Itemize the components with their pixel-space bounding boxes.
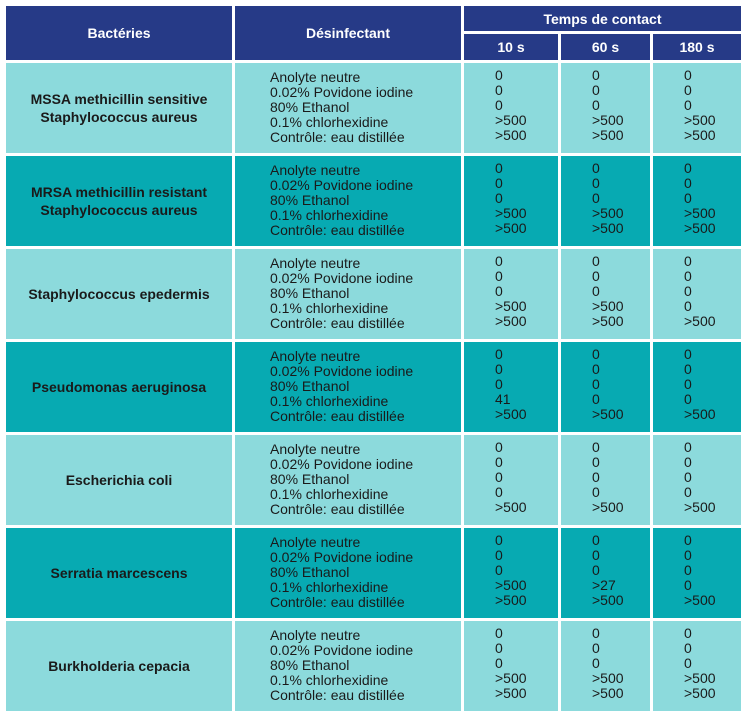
- value: 0: [684, 160, 692, 176]
- value: 0: [684, 640, 692, 656]
- value-cell-t10: [464, 435, 558, 525]
- value: 0: [684, 97, 692, 113]
- value: 0: [495, 625, 503, 641]
- disinfectant-item: 80% Ethanol: [270, 192, 350, 208]
- disinfectant-item: Anolyte neutre: [270, 348, 361, 364]
- disinfectant-item: 80% Ethanol: [270, 564, 350, 580]
- bacteria-name: Escherichia coli: [6, 435, 232, 525]
- value: >500: [495, 670, 527, 686]
- value: 0: [684, 82, 692, 98]
- value-cell-t180: [653, 621, 741, 711]
- disinfectant-item: 0.1% chlorhexidine: [270, 579, 389, 595]
- disinfectant-item: Contrôle: eau distillée: [270, 687, 405, 703]
- value: >500: [495, 127, 527, 143]
- header-time-10s: 10 s: [464, 34, 558, 60]
- disinfectant-item: Contrôle: eau distillée: [270, 129, 405, 145]
- value: 0: [495, 283, 503, 299]
- value: >500: [495, 112, 527, 128]
- disinfectant-item: Anolyte neutre: [270, 534, 361, 550]
- value: 0: [684, 253, 692, 269]
- value-cell-t180: [653, 528, 741, 618]
- value: 0: [684, 391, 692, 407]
- value-cell-t180: [653, 63, 741, 153]
- value: 0: [592, 469, 600, 485]
- value: >500: [592, 205, 624, 221]
- header-time-60s: 60 s: [561, 34, 650, 60]
- value: >500: [495, 685, 527, 701]
- value: 0: [495, 532, 503, 548]
- value: 0: [495, 160, 503, 176]
- value: >500: [684, 406, 716, 422]
- value-cell-t60: [561, 528, 650, 618]
- disinfectant-item: 0.1% chlorhexidine: [270, 300, 389, 316]
- value: 0: [495, 361, 503, 377]
- disinfectant-item: Contrôle: eau distillée: [270, 315, 405, 331]
- value: 0: [684, 175, 692, 191]
- value-cell-t60: [561, 63, 650, 153]
- disinfectant-item: Anolyte neutre: [270, 441, 361, 457]
- disinfectant-item: 80% Ethanol: [270, 378, 350, 394]
- value: 0: [684, 655, 692, 671]
- value-cell-t10: [464, 621, 558, 711]
- value-cell-t60: [561, 621, 650, 711]
- value: >500: [495, 499, 527, 515]
- value: 0: [495, 655, 503, 671]
- value: 0: [495, 640, 503, 656]
- bacteria-name: Pseudomonas aeruginosa: [6, 342, 232, 432]
- value: 0: [684, 532, 692, 548]
- value: 0: [495, 547, 503, 563]
- disinfectant-item: 80% Ethanol: [270, 285, 350, 301]
- value: >500: [592, 670, 624, 686]
- value: 0: [592, 532, 600, 548]
- value: 0: [495, 376, 503, 392]
- disinfectant-item: 0.02% Povidone iodine: [270, 549, 414, 565]
- value: 0: [495, 175, 503, 191]
- value-cell-t180: [653, 342, 741, 432]
- value: 0: [592, 454, 600, 470]
- value: >500: [592, 685, 624, 701]
- value: >500: [592, 313, 624, 329]
- value: >500: [592, 220, 624, 236]
- value: >500: [684, 112, 716, 128]
- disinfectant-item: Contrôle: eau distillée: [270, 594, 405, 610]
- value: 0: [592, 268, 600, 284]
- value: >500: [592, 406, 624, 422]
- value: >500: [592, 127, 624, 143]
- disinfectant-item: 0.1% chlorhexidine: [270, 114, 389, 130]
- disinfectant-item: Anolyte neutre: [270, 69, 361, 85]
- bacteria-name: Burkholderia cepacia: [6, 621, 232, 711]
- disinfectant-list: [235, 621, 461, 711]
- value: 0: [592, 67, 600, 83]
- value: >27: [592, 577, 616, 593]
- value: 0: [592, 625, 600, 641]
- value: >500: [684, 685, 716, 701]
- bacteria-name: Staphylococcus epedermis: [6, 249, 232, 339]
- value: 0: [684, 547, 692, 563]
- value: 0: [684, 283, 692, 299]
- disinfectant-item: 80% Ethanol: [270, 99, 350, 115]
- value-cell-t60: [561, 342, 650, 432]
- disinfectant-list: [235, 342, 461, 432]
- disinfectant-item: Contrôle: eau distillée: [270, 408, 405, 424]
- value: 0: [684, 67, 692, 83]
- value: >500: [592, 592, 624, 608]
- value: >500: [495, 577, 527, 593]
- disinfectant-item: 80% Ethanol: [270, 471, 350, 487]
- value: 0: [495, 82, 503, 98]
- value: 0: [684, 439, 692, 455]
- disinfectant-item: 0.02% Povidone iodine: [270, 270, 414, 286]
- value-cell-t180: [653, 249, 741, 339]
- value: 0: [495, 67, 503, 83]
- value: 0: [684, 361, 692, 377]
- value-cell-t60: [561, 249, 650, 339]
- value: 0: [592, 175, 600, 191]
- results-table: [6, 6, 741, 708]
- value-cell-t10: [464, 342, 558, 432]
- value: >500: [495, 592, 527, 608]
- value: >500: [684, 127, 716, 143]
- value: 0: [495, 439, 503, 455]
- value-cell-t180: [653, 435, 741, 525]
- value: 0: [684, 625, 692, 641]
- value: 0: [684, 577, 692, 593]
- value: >500: [592, 112, 624, 128]
- value: 0: [495, 97, 503, 113]
- value: 0: [495, 484, 503, 500]
- disinfectant-list: [235, 156, 461, 246]
- disinfectant-item: 0.1% chlorhexidine: [270, 486, 389, 502]
- value: >500: [684, 205, 716, 221]
- disinfectant-item: Anolyte neutre: [270, 162, 361, 178]
- value: >500: [592, 499, 624, 515]
- value: 0: [684, 298, 692, 314]
- value-cell-t10: [464, 528, 558, 618]
- disinfectant-item: 0.02% Povidone iodine: [270, 363, 414, 379]
- value: 0: [684, 562, 692, 578]
- value: 0: [592, 391, 600, 407]
- value-cell-t60: [561, 156, 650, 246]
- value: 0: [592, 439, 600, 455]
- value: >500: [684, 670, 716, 686]
- value: 0: [592, 190, 600, 206]
- value-cell-t10: [464, 156, 558, 246]
- value: 0: [592, 562, 600, 578]
- value: 0: [684, 268, 692, 284]
- value: 0: [592, 484, 600, 500]
- disinfectant-item: Anolyte neutre: [270, 627, 361, 643]
- bacteria-name: MSSA methicillin sensitive Staphylococcus aureus: [6, 63, 232, 153]
- disinfectant-list: [235, 249, 461, 339]
- disinfectant-item: 0.1% chlorhexidine: [270, 393, 389, 409]
- value: 0: [495, 346, 503, 362]
- value: 0: [592, 376, 600, 392]
- value: >500: [684, 313, 716, 329]
- value: 0: [592, 361, 600, 377]
- value: 0: [684, 346, 692, 362]
- value: >500: [495, 406, 527, 422]
- header-contact-time: Temps de contact: [464, 6, 741, 31]
- bacteria-name: MRSA methicillin resistant Staphylococcus aureus: [6, 156, 232, 246]
- disinfectant-item: 0.02% Povidone iodine: [270, 456, 414, 472]
- disinfectant-item: 0.1% chlorhexidine: [270, 672, 389, 688]
- value: 0: [684, 376, 692, 392]
- disinfectant-item: 80% Ethanol: [270, 657, 350, 673]
- disinfectant-item: 0.1% chlorhexidine: [270, 207, 389, 223]
- header-time-180s: 180 s: [653, 34, 741, 60]
- disinfectant-item: Contrôle: eau distillée: [270, 222, 405, 238]
- value-cell-t10: [464, 63, 558, 153]
- value: >500: [592, 298, 624, 314]
- value: 0: [592, 253, 600, 269]
- value: >500: [495, 220, 527, 236]
- value: >500: [684, 592, 716, 608]
- value: 0: [592, 640, 600, 656]
- disinfectant-list: [235, 528, 461, 618]
- value: 0: [592, 346, 600, 362]
- value: >500: [684, 220, 716, 236]
- disinfectant-item: Anolyte neutre: [270, 255, 361, 271]
- value: 41: [495, 391, 511, 407]
- disinfectant-list: [235, 63, 461, 153]
- value: 0: [592, 160, 600, 176]
- value: >500: [495, 205, 527, 221]
- value: 0: [592, 655, 600, 671]
- value-cell-t60: [561, 435, 650, 525]
- value: 0: [592, 283, 600, 299]
- bacteria-name: Serratia marcescens: [6, 528, 232, 618]
- value: 0: [684, 469, 692, 485]
- value: 0: [495, 469, 503, 485]
- disinfectant-item: 0.02% Povidone iodine: [270, 84, 414, 100]
- value: 0: [684, 190, 692, 206]
- value-cell-t10: [464, 249, 558, 339]
- value: >500: [495, 298, 527, 314]
- value-cell-t180: [653, 156, 741, 246]
- value: 0: [684, 484, 692, 500]
- value: 0: [495, 268, 503, 284]
- disinfectant-item: 0.02% Povidone iodine: [270, 642, 414, 658]
- value: >500: [684, 499, 716, 515]
- header-bacteria: Bactéries: [6, 6, 232, 60]
- value: 0: [592, 97, 600, 113]
- value: 0: [495, 190, 503, 206]
- disinfectant-item: Contrôle: eau distillée: [270, 501, 405, 517]
- value: 0: [495, 253, 503, 269]
- value: 0: [495, 454, 503, 470]
- disinfectant-item: 0.02% Povidone iodine: [270, 177, 414, 193]
- value: 0: [495, 562, 503, 578]
- header-disinfectant: Désinfectant: [235, 6, 461, 60]
- value: 0: [592, 82, 600, 98]
- value: 0: [592, 547, 600, 563]
- value: 0: [684, 454, 692, 470]
- value: >500: [495, 313, 527, 329]
- disinfectant-list: [235, 435, 461, 525]
